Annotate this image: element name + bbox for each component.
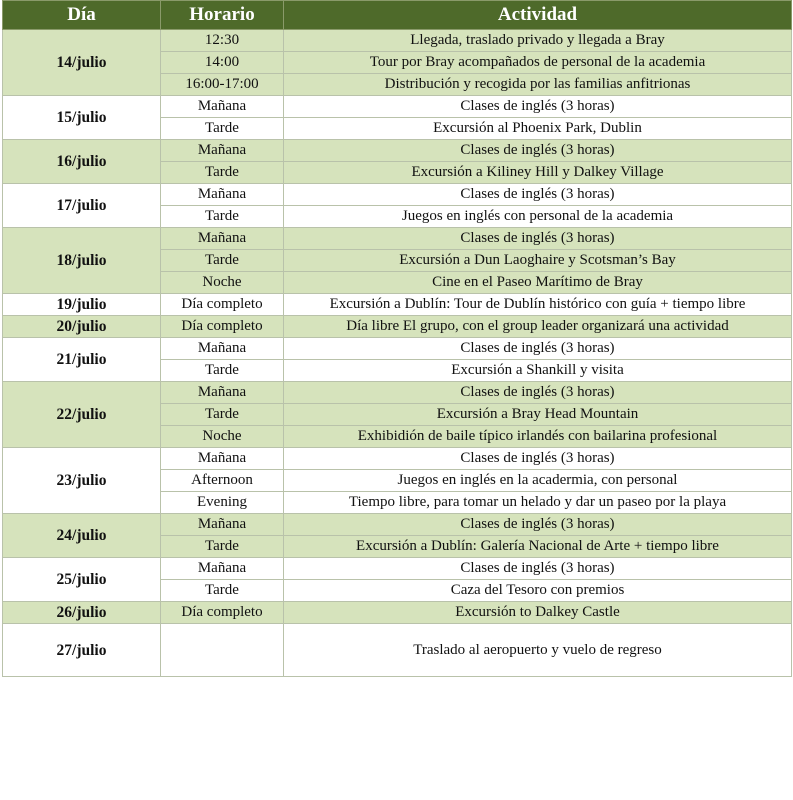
table-row [3,96,792,118]
activity-cell: Tour por Bray acompañados de personal de la academia [284,52,792,74]
activity-cell: Clases de inglés (3 horas) [284,558,792,580]
table-row [3,316,792,338]
header-day: Día [3,1,161,30]
day-cell: 18/julio [3,228,161,294]
time-cell: Mañana [161,228,284,250]
time-cell: Mañana [161,338,284,360]
day-cell: 17/julio [3,184,161,228]
activity-cell: Distribución y recogida por las familias anfitrionas [284,74,792,96]
activity-cell: Excursión a Dublín: Tour de Dublín histórico con guía + tiempo libre [284,294,792,316]
time-cell: Día completo [161,316,284,338]
activity-cell: Excursión al Phoenix Park, Dublin [284,118,792,140]
day-cell: 16/julio [3,140,161,184]
time-cell: Mañana [161,140,284,162]
table-row [3,602,792,624]
time-cell: 16:00-17:00 [161,74,284,96]
time-cell: Mañana [161,382,284,404]
time-cell: Tarde [161,162,284,184]
activity-cell: Excursión a Shankill y visita [284,360,792,382]
day-cell: 19/julio [3,294,161,316]
time-cell: Tarde [161,250,284,272]
day-cell: 22/julio [3,382,161,448]
time-cell: Mañana [161,448,284,470]
activity-cell: Clases de inglés (3 horas) [284,184,792,206]
activity-cell: Clases de inglés (3 horas) [284,382,792,404]
day-cell: 14/julio [3,30,161,96]
time-cell: Evening [161,492,284,514]
time-cell: Noche [161,426,284,448]
activity-cell: Caza del Tesoro con premios [284,580,792,602]
time-cell: Mañana [161,96,284,118]
time-cell: Mañana [161,558,284,580]
time-cell: Tarde [161,206,284,228]
table-row [3,514,792,536]
activity-cell: Cine en el Paseo Marítimo de Bray [284,272,792,294]
time-cell: Tarde [161,580,284,602]
activity-cell: Excursión to Dalkey Castle [284,602,792,624]
activity-cell: Excursión a Dublín: Galería Nacional de Arte + tiempo libre [284,536,792,558]
activity-cell: Clases de inglés (3 horas) [284,514,792,536]
day-cell: 24/julio [3,514,161,558]
day-cell: 15/julio [3,96,161,140]
activity-cell: Día libre El grupo, con el group leader organizará una actividad [284,316,792,338]
activity-cell: Clases de inglés (3 horas) [284,448,792,470]
time-cell: Tarde [161,404,284,426]
time-cell: Día completo [161,602,284,624]
day-cell: 23/julio [3,448,161,514]
activity-cell: Exhibidión de baile típico irlandés con bailarina profesional [284,426,792,448]
table-row [3,184,792,206]
activity-cell: Juegos en inglés en la acadermia, con personal [284,470,792,492]
time-cell: Día completo [161,294,284,316]
itinerary-table [2,0,792,677]
time-cell: Tarde [161,118,284,140]
header-activity: Actividad [284,1,792,30]
table-row [3,448,792,470]
table-row [3,558,792,580]
time-cell: 12:30 [161,30,284,52]
time-cell: 14:00 [161,52,284,74]
table-row [3,140,792,162]
header-row [3,1,792,30]
time-cell: Noche [161,272,284,294]
activity-cell: Traslado al aeropuerto y vuelo de regreso [284,624,792,677]
activity-cell: Clases de inglés (3 horas) [284,228,792,250]
table-row [3,294,792,316]
table-row [3,30,792,52]
activity-cell: Juegos en inglés con personal de la academia [284,206,792,228]
time-cell: Afternoon [161,470,284,492]
activity-cell: Clases de inglés (3 horas) [284,140,792,162]
table-row [3,338,792,360]
day-cell: 27/julio [3,624,161,677]
table-row [3,228,792,250]
time-cell [161,624,284,677]
activity-cell: Llegada, traslado privado y llegada a Bray [284,30,792,52]
day-cell: 25/julio [3,558,161,602]
activity-cell: Clases de inglés (3 horas) [284,338,792,360]
table-row [3,624,792,677]
activity-cell: Excursión a Dun Laoghaire y Scotsman’s Bay [284,250,792,272]
table-row [3,382,792,404]
activity-cell: Tiempo libre, para tomar un helado y dar un paseo por la playa [284,492,792,514]
time-cell: Tarde [161,536,284,558]
activity-cell: Excursión a Bray Head Mountain [284,404,792,426]
time-cell: Mañana [161,514,284,536]
header-schedule: Horario [161,1,284,30]
day-cell: 20/julio [3,316,161,338]
time-cell: Mañana [161,184,284,206]
day-cell: 21/julio [3,338,161,382]
activity-cell: Clases de inglés (3 horas) [284,96,792,118]
time-cell: Tarde [161,360,284,382]
day-cell: 26/julio [3,602,161,624]
activity-cell: Excursión a Kiliney Hill y Dalkey Village [284,162,792,184]
